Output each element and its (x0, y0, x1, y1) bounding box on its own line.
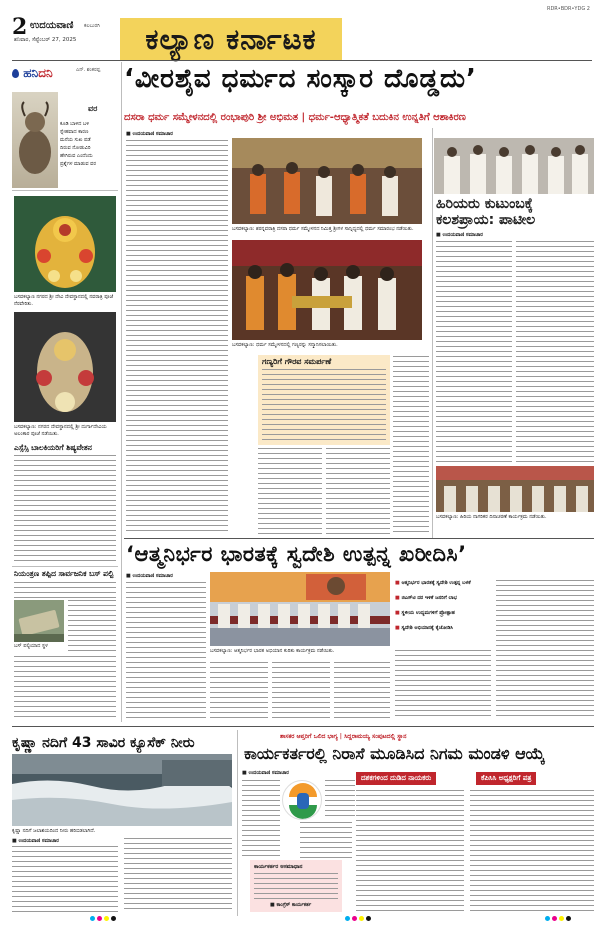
hand-symbol-icon (283, 781, 322, 820)
goddess-photo-1 (14, 196, 116, 292)
quote-box-author: ■ ಕಾಂಗ್ರೆಸ್ ಕಾರ್ಯಕರ್ತ (270, 902, 312, 908)
bus-accident-photo (14, 600, 64, 642)
nigama-col-3 (356, 790, 464, 912)
logo-first: ಹನಿ (23, 66, 39, 80)
swadeshi-byline: ■ ಉದಯವಾಣಿ ಸಮಾಚಾರ (126, 573, 173, 579)
main-story-col-3 (326, 448, 390, 536)
felicitation-ceremony-icon (232, 240, 422, 340)
column-divider (432, 128, 433, 538)
section-title: ಕಲ್ಯಾಣ ಕರ್ನಾಟಕ (145, 21, 317, 56)
hani-dani-author: ಎನ್. ಶಂಕರಪ್ಪ (76, 67, 101, 73)
magenta-dot-icon (97, 916, 102, 921)
column-rule (12, 190, 118, 191)
cyan-dot-icon (90, 916, 95, 921)
yellow-dot-icon (559, 916, 564, 921)
krishna-byline: ■ ಉದಯವಾಣಿ ಸಮಾಚಾರ (12, 838, 59, 844)
logo-second: ದನಿ (38, 66, 53, 80)
black-dot-icon (366, 916, 371, 921)
main-byline: ■ ಉದಯವಾಣಿ ಸಮಾಚಾರ (126, 131, 173, 137)
poem-line: ಸ್ನೇಹವಾದ ಕಾರಣ (60, 129, 89, 135)
main-photo-2 (232, 240, 422, 340)
nigama-kicker: ಶಾಸಕರ ಆಪ್ತರಿಗೆ ಒಲಿದ ಭಾಗ್ಯ | ಸಿದ್ದರಾಮಯ್ಯ ಸಂಪುಟದಲ್ಲಿ ಸ್ಥಾನ (280, 733, 407, 740)
main-story-col-4 (393, 356, 429, 536)
krishna-col-2 (124, 838, 232, 912)
sidebar-title-line-1: ಹಿರಿಯರು ಕುಟುಂಬಕ್ಕೆ (436, 196, 533, 212)
magenta-dot-icon (552, 916, 557, 921)
yellow-dot-icon (104, 916, 109, 921)
poem-line: ದಿರುವ ನೋಡುವಿರಿ (60, 145, 91, 151)
poem-line: ಹೇಗಿರುವ ಎಂದೆಂದು (60, 153, 93, 159)
section-rule (12, 726, 594, 727)
registration-marks (545, 916, 571, 921)
decorated-idol-icon (14, 312, 116, 422)
swadeshi-col-3 (272, 662, 330, 720)
swadeshi-photo (210, 572, 390, 646)
sidebar-title-line-2: ಕಲಶಪ್ರಾಯ: ಪಾಟೀಲ (436, 212, 536, 228)
swadeshi-bullets (395, 580, 491, 632)
sidebar-top-photo (434, 138, 594, 194)
nigama-col-4 (470, 790, 594, 912)
section-banner (120, 18, 342, 60)
goddess-idol-icon (14, 196, 116, 292)
sidebar-byline: ■ ಉದಯವಾಣಿ ಸಮಾಚಾರ (436, 232, 483, 238)
bull-figure-icon (12, 92, 58, 188)
main-story-col-2 (258, 448, 322, 536)
left-photo-caption-2: ಬಸವಕಲ್ಯಾಣ: ನಗರದ ದೇವಸ್ಥಾನದಲ್ಲಿ ಶ್ರೀ ದುರ್ಗಾದೇವಿಯ ಅಲಂಕಾರ ಪೂಜೆ ನಡೆಯಿತು. (14, 424, 107, 437)
poem-illustration (12, 92, 58, 188)
party-logo (282, 780, 322, 820)
swadeshi-col-5 (395, 650, 491, 720)
river-photo (12, 754, 232, 826)
swadeshi-col-1 (126, 582, 206, 720)
nigama-tag-2: ಕೆಪಿಸಿಸಿ ಅಧ್ಯಕ್ಷರಿಗೆ ಪತ್ರ (476, 772, 536, 785)
nigama-col-2 (300, 822, 352, 858)
dignitaries-on-stage-icon (232, 138, 422, 224)
column-rule (12, 566, 118, 567)
main-subheadline: ದಸರಾ ಧರ್ಮ ಸಮ್ಮೇಳನದಲ್ಲಿ ರಂಭಾಪುರಿ ಶ್ರೀ ಅಭಿಮತ | ಧರ್ಮ-ಆಧ್ಯಾತ್ಮಿಕತೆ ಬದುಕಿನ ಉನ್ನತಿಗೆ ಆಶಾಕಿರಣ (124, 112, 466, 123)
left-story-3-body-bottom (14, 656, 116, 720)
hani-dani-box (12, 62, 120, 80)
page-number: 2 (12, 14, 28, 40)
quote-box-body (254, 873, 338, 899)
edition-tag: ಕಲಬುರಗಿ (84, 23, 100, 29)
magenta-dot-icon (352, 916, 357, 921)
nigama-col-1 (242, 780, 280, 858)
section-rule (124, 538, 594, 539)
cyan-dot-icon (345, 916, 350, 921)
poem-line: ಮನೆಯ ಸುಖ ಪಡೆ (60, 137, 91, 143)
swadeshi-bullet: ■ ಸ್ಥಳೀಯ ಉದ್ಯಮಗಳಿಗೆ ಪ್ರೋತ್ಸಾಹ (395, 610, 491, 617)
swadeshi-photo-caption: ಬಸವಕಲ್ಯಾಣ: ಆತ್ಮನಿರ್ಭರ ಭಾರತ ಅಭಿಯಾನ ಕುರಿತು ಕಾರ್ಯಕ್ರಮ ನಡೆಯಿತು. (210, 648, 335, 654)
left-story-2-body (14, 455, 116, 565)
nigama-tag-1: ದಶಕಗಳಿಂದ ದುಡಿದ ನಾಯಕರು (356, 772, 436, 785)
masthead-rule (12, 60, 592, 61)
registration-marks (90, 916, 116, 921)
left-story-3-body-side (68, 600, 116, 654)
left-story-3-headline: ನಿಯಂತ್ರಣ ತಪ್ಪಿದ ಸಾರ್ವಜನಿಕ ಬಸ್ ಪಲ್ಟಿ (14, 569, 114, 578)
print-code: RDR•BDR•YDG 2 (546, 6, 590, 12)
river-water-icon (12, 754, 232, 826)
sidebar-photo-caption: ಬಸವಕಲ್ಯಾಣ: ಹಿರಿಯ ನಾಗರಿಕರ ದಿನಾಚರಣೆ ಕಾರ್ಯಕ್ರಮ ನಡೆಯಿತು. (436, 514, 547, 520)
black-dot-icon (111, 916, 116, 921)
main-story-col-1 (126, 140, 228, 535)
goddess-photo-2 (14, 312, 116, 422)
drop-icon (12, 69, 19, 78)
river-photo-caption: ಕೃಷ್ಣಾ ನದಿಗೆ ಜಲಾಶಯದಿಂದ ನೀರು ಹರಿಬಿಡಲಾಗಿದೆ. (12, 828, 96, 834)
nigama-headline: ಕಾರ್ಯಕರ್ತರಲ್ಲಿ ನಿರಾಸೆ ಮೂಡಿಸಿದ ನಿಗಮ ಮಂಡಳಿ ಆಯ್ಕೆ (244, 744, 545, 763)
main-photo-1 (232, 138, 422, 224)
audience-icon (436, 466, 594, 512)
paper-name: ಉದಯವಾಣಿ (30, 20, 74, 31)
left-story-3-body-top (14, 582, 116, 598)
krishna-col-1 (12, 846, 118, 912)
nigama-col-2b (325, 780, 355, 820)
dateline: ಶನಿವಾರ, ಸೆಪ್ಟೆಂಬರ್ 27, 2025 (14, 37, 77, 43)
swadeshi-headline: ‘ಆತ್ಮನಿರ್ಭರ ಭಾರತಕ್ಕೆ ಸ್ವದೇಶಿ ಉತ್ಪನ್ನ ಖರೀದಿಸಿ’ (126, 542, 467, 566)
main-headline: ‘ವೀರಶೈವ ಧರ್ಮದ ಸಂಸ್ಕಾರ ದೊಡ್ಡದು’ (124, 64, 477, 94)
quote-box-head: ಕಾರ್ಯಕರ್ತರ ಅಸಮಾಧಾನ (254, 864, 303, 870)
meeting-stage-icon (210, 572, 390, 646)
main-photo-2-caption: ಬಸವಕಲ್ಯಾಣ: ಧರ್ಮ ಸಮ್ಮೇಳನದಲ್ಲಿ ಗಣ್ಯರನ್ನು ಸನ್ಮಾನಿಸಲಾಯಿತು. (232, 342, 338, 348)
registration-marks (345, 916, 371, 921)
column-divider (121, 62, 122, 722)
column-divider (237, 730, 238, 916)
sidebar-title (436, 196, 594, 228)
swadeshi-bullet: ■ ಆತ್ಮನಿರ್ಭರ ಭಾರತಕ್ಕೆ ಸ್ವದೇಶಿ ಉತ್ಪನ್ನ ಬಳಕೆ (395, 580, 491, 587)
swadeshi-col-2 (210, 662, 268, 720)
gnyana-box-body (262, 369, 386, 441)
krishna-headline: ಕೃಷ್ಣಾ ನದಿಗೆ 43 ಸಾವಿರ ಕ್ಯೂಸೆಕ್ ನೀರು (12, 735, 195, 751)
swadeshi-bullet: ■ ಜಿಎಸ್‌ಟಿ ದರ ಇಳಿಕೆ ಜನರಿಗೆ ಲಾಭ (395, 595, 491, 602)
quote-box (250, 860, 342, 912)
sidebar-col-1 (436, 241, 512, 463)
sidebar-bottom-photo (436, 466, 594, 512)
yellow-dot-icon (359, 916, 364, 921)
bus-photo-caption: ಬಸ್ ಪಲ್ಟಿಯಾದ ಸ್ಥಳ (14, 643, 48, 649)
left-story-2-headline: ಎಸ್ಸೆಸ್ಸಿ ಬಾಲಕಿಯರಿಗೆ ಶಿಷ್ಯವೇತನ (14, 443, 92, 452)
poem-line: ಪ್ರಶ್ನೆಗಳ ಮಾಡುವ ವರ (60, 161, 96, 167)
gnyana-box-title: ಗಣ್ಯರಿಗೆ ಗೌರವ ಸಮರ್ಪಣೆ (262, 357, 332, 366)
hani-dani-logo (12, 66, 53, 80)
poem-title: ವರ (88, 104, 98, 113)
swadeshi-col-4 (334, 662, 390, 720)
poem-lines (60, 120, 118, 168)
main-photo-1-caption: ಬಸವಕಲ್ಯಾಣ: ಶರನ್ನವರಾತ್ರಿ ದಸರಾ ಧರ್ಮ ಸಮ್ಮೇಳನದ ನಿಮಿತ್ತ ಶ್ರೀಗಳ ಸಾನ್ನಿಧ್ಯದಲ್ಲಿ ಧರ್ಮ ಸಮಾರಂಭ ನಡೆಯಿತು. (232, 226, 414, 232)
sidebar-col-2 (516, 241, 594, 463)
bus-icon (14, 600, 64, 642)
gnyana-box (258, 355, 390, 445)
nigama-byline: ■ ಉದಯವಾಣಿ ಸಮಾಚಾರ (242, 770, 289, 776)
group-photo-icon (434, 138, 594, 194)
swadeshi-bullet: ■ ಸ್ವದೇಶಿ ಅಭಿಯಾನಕ್ಕೆ ಕೈಜೋಡಿಸಿ (395, 625, 491, 632)
left-photo-caption-1: ಬಸವಕಲ್ಯಾಣ ನಗರದ ಶ್ರೀ ದೇವಿ ದೇವಸ್ಥಾನದಲ್ಲಿ ನವರಾತ್ರಿ ಪೂಜೆ ನೆರವೇರಿತು. (14, 294, 114, 307)
cyan-dot-icon (545, 916, 550, 921)
poem-line: ಕೂಡಿ ಬಾಳಿದ ಬಳಿ (60, 121, 90, 127)
black-dot-icon (566, 916, 571, 921)
swadeshi-col-6 (496, 580, 594, 720)
